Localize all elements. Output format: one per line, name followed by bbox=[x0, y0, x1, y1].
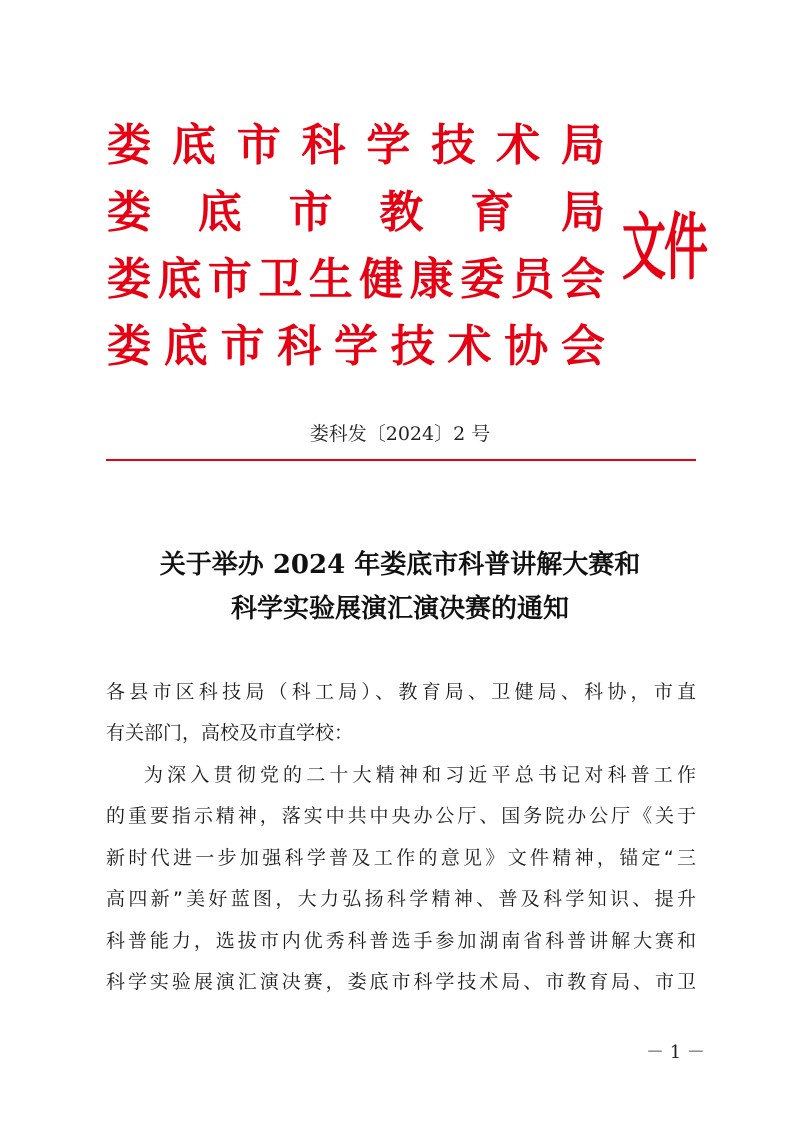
organization-char: 市 bbox=[220, 321, 265, 372]
body-line: 新时代进一步加强科学普及工作的意见》文件精神，锚定“三 bbox=[106, 847, 696, 869]
body-line: 高四新”美好蓝图，大力弘扬科学精神、普及科学知识、提升 bbox=[106, 888, 696, 910]
organization-char: 市 bbox=[207, 254, 252, 305]
organization-char: 娄 bbox=[107, 254, 151, 305]
organization-char: 术 bbox=[496, 120, 541, 171]
organization-char: 技 bbox=[431, 120, 476, 171]
organization-char: 康 bbox=[409, 254, 454, 305]
body-line: 的重要指示精神，落实中共中央办公厅、国务院办公厅《关于 bbox=[106, 805, 696, 827]
organization-name bbox=[106, 250, 606, 310]
organization-char: 育 bbox=[470, 187, 515, 238]
organization-char: 员 bbox=[510, 254, 555, 305]
body-line: 科普能力，选拔市内优秀科普选手参加湖南省科普讲解大赛和 bbox=[106, 930, 696, 952]
organization-char: 卫 bbox=[258, 254, 303, 305]
organization-char: 娄 bbox=[107, 187, 151, 238]
document-title-line-2: 科学实验展演汇演决赛的通知 bbox=[230, 594, 569, 624]
organization-char: 学 bbox=[366, 120, 411, 171]
organization-char: 健 bbox=[359, 254, 404, 305]
organization-char: 底 bbox=[171, 120, 216, 171]
page-number: － 1 － bbox=[646, 1042, 705, 1063]
body-line: 科学实验展演汇演决赛，娄底市科学技术局、市教育局、市卫 bbox=[106, 971, 696, 993]
document-number: 娄科发〔2024〕2 号 bbox=[309, 423, 491, 445]
body-line: 有关部门，高校及市直学校： bbox=[106, 722, 354, 744]
organization-char: 技 bbox=[390, 321, 435, 372]
organization-char: 市 bbox=[236, 120, 281, 171]
organization-char: 娄 bbox=[107, 321, 151, 372]
organization-char: 会 bbox=[561, 321, 605, 372]
organization-char: 底 bbox=[157, 254, 202, 305]
organization-char: 学 bbox=[334, 321, 378, 372]
organization-char: 市 bbox=[288, 187, 333, 238]
document-title-line-1: 关于举办 2024 年娄底市科普讲解大赛和 bbox=[159, 550, 641, 580]
organization-char: 局 bbox=[560, 120, 605, 171]
organization-char: 协 bbox=[504, 321, 549, 372]
organization-char: 局 bbox=[560, 187, 605, 238]
organization-char: 术 bbox=[447, 321, 492, 372]
organization-char: 教 bbox=[379, 187, 424, 238]
organization-char: 生 bbox=[308, 254, 353, 305]
organization-char: 科 bbox=[301, 120, 346, 171]
organization-char: 科 bbox=[277, 321, 322, 372]
organization-char: 委 bbox=[460, 254, 505, 305]
organization-name bbox=[106, 183, 606, 243]
organization-char: 底 bbox=[163, 321, 208, 372]
organization-name bbox=[106, 317, 606, 377]
body-line: 各县市区科技局（科工局）、教育局、卫健局、科协，市直 bbox=[106, 681, 696, 703]
body-line: 为深入贯彻党的二十大精神和习近平总书记对科普工作 bbox=[144, 764, 696, 786]
organization-char: 娄 bbox=[107, 120, 151, 171]
organization-name bbox=[106, 116, 606, 176]
organization-char: 底 bbox=[197, 187, 242, 238]
document-suffix: 文件 bbox=[622, 206, 706, 291]
red-divider bbox=[106, 459, 696, 461]
organization-char: 会 bbox=[560, 254, 605, 305]
